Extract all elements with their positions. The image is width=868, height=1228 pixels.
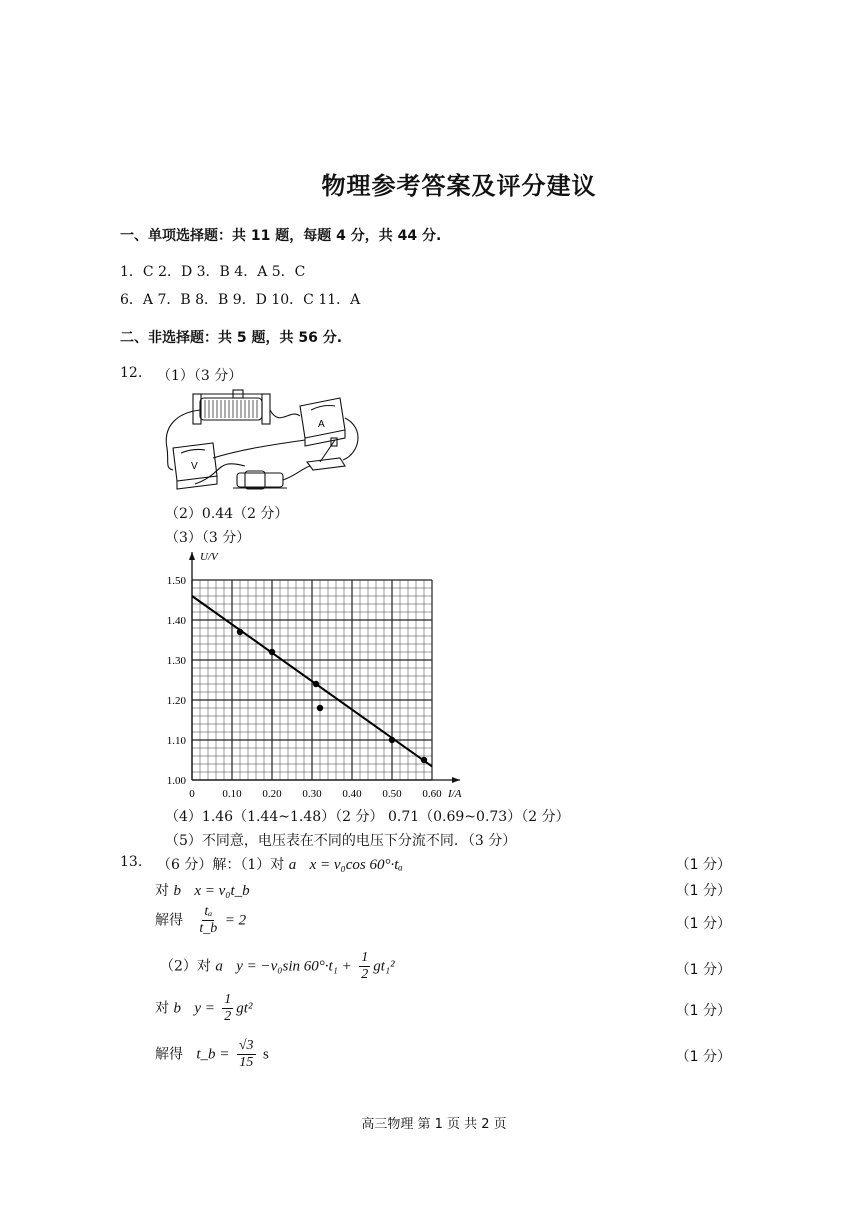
label-dui: 对 — [155, 883, 169, 899]
var-b: b — [173, 883, 181, 899]
q13-line5 — [155, 992, 252, 1025]
y-tick-label: 1.00 — [166, 775, 186, 787]
section2-heading: 二、非选择题：共 5 题，共 56 分. — [120, 330, 343, 346]
equation-tb: t_b = — [196, 1046, 230, 1063]
section1-heading: 一、单项选择题：共 11 题，每题 4 分，共 44 分. — [120, 228, 442, 244]
x-tick-label: 0.50 — [382, 788, 402, 800]
x-tick-label: 0 — [189, 788, 195, 800]
label-jiede: 解得 — [155, 1046, 183, 1063]
equation-y-a: y = −v₀sin 60°·t₁ + — [236, 958, 352, 975]
voltmeter-label: V — [191, 461, 198, 472]
fraction-ta-tb: $\frac{\text{tₐ}}{t\_b}$ — [199, 904, 218, 936]
q12-part4: （4）1.46（1.44~1.48）（2 分） 0.71（0.69~0.73）（2 分） — [165, 809, 570, 825]
y-tick-label: 1.30 — [166, 655, 186, 667]
q12-part1: （1）（3 分） — [157, 368, 243, 384]
var-a: a — [215, 958, 223, 975]
label-part2: （2）对 — [160, 958, 211, 975]
q13-line4 — [160, 950, 395, 983]
score-mark: （1 分） — [675, 1049, 731, 1065]
score-mark: （1 分） — [675, 1003, 731, 1019]
x-tick-label: 0.60 — [422, 788, 442, 800]
q13-intro: （6 分）解：（1）对 — [157, 857, 285, 873]
q12-part3: （3）（3 分） — [165, 530, 251, 546]
x-tick-label: 0.30 — [302, 788, 322, 800]
score-mark: （1 分） — [675, 962, 731, 978]
equation-x-a: x = v₀cos 60°·tₐ — [309, 857, 403, 873]
answers-row-2: 6．A 7．B 8．B 9．D 10．C 11．A — [120, 292, 361, 308]
equation-y-b: y = — [194, 1000, 215, 1017]
x-tick-label: 0.10 — [222, 788, 242, 800]
equation-tail: gt² — [236, 1000, 253, 1017]
data-point — [317, 705, 323, 711]
fraction-sqrt3-15: $\frac{√3}{15}$ — [238, 1038, 254, 1070]
y-tick-label: 1.10 — [166, 735, 186, 747]
x-axis-arrow — [452, 777, 460, 783]
x-axis-label: I/A — [448, 788, 462, 800]
label-jiede: 解得 — [155, 912, 183, 929]
score-mark: （1 分） — [675, 883, 731, 899]
y-axis-arrow — [189, 552, 195, 560]
q12-part5: （5）不同意，电压表在不同的电压下分流不同．（3 分） — [165, 833, 517, 849]
equation-rhs: = 2 — [224, 912, 247, 929]
y-axis-label: U/V — [200, 551, 218, 563]
page-footer: 高三物理 第 1 页 共 2 页 — [361, 1117, 507, 1132]
equation-tail: gt₁² — [373, 958, 395, 975]
y-tick-label: 1.20 — [166, 695, 186, 707]
fraction-one-half: $\frac{1}{2}$ — [361, 950, 369, 982]
fraction-one-half: $\frac{1}{2}$ — [224, 992, 232, 1024]
var-b: b — [173, 1000, 181, 1017]
q13-line3 — [155, 904, 246, 937]
q13-line1 — [157, 854, 403, 874]
q12-number: 12. — [120, 365, 143, 381]
u-i-chart — [150, 545, 470, 805]
y-tick-label: 1.50 — [166, 575, 186, 587]
var-a: a — [288, 857, 297, 873]
y-tick-label: 1.40 — [166, 615, 186, 627]
q13-number: 13. — [120, 854, 143, 870]
q13-line6 — [155, 1038, 269, 1071]
x-tick-label: 0.20 — [262, 788, 282, 800]
unit-seconds: s — [263, 1046, 269, 1063]
circuit-diagram — [155, 388, 370, 498]
score-mark: （1 分） — [675, 916, 731, 932]
q13-line2 — [155, 880, 250, 900]
x-tick-label: 0.40 — [342, 788, 362, 800]
answers-row-1: 1．C 2．D 3．B 4．A 5．C — [120, 264, 306, 280]
score-mark: （1 分） — [675, 857, 731, 873]
q12-part2: （2）0.44（2 分） — [165, 506, 289, 522]
equation-x-b: x = v₀t_b — [194, 883, 250, 899]
page-title: 物理参考答案及评分建议 — [321, 172, 597, 200]
label-dui: 对 — [155, 1000, 169, 1017]
ammeter-label: A — [318, 419, 325, 430]
